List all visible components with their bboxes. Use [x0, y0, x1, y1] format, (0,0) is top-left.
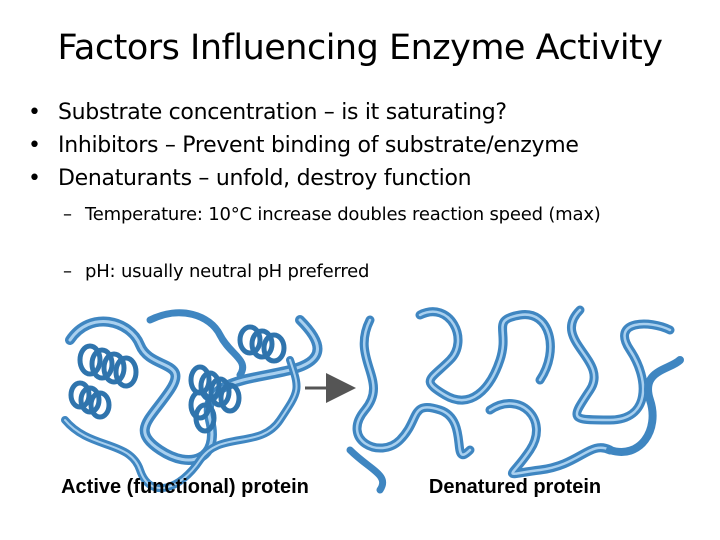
- sub-bullet-text: pH: usually neutral pH preferred: [85, 261, 370, 282]
- slide-title: Factors Influencing Enzyme Activity: [57, 28, 663, 68]
- sub-bullet-list: [63, 261, 663, 283]
- bullet-item: [28, 129, 708, 162]
- bullet-text: Substrate concentration – is it saturating?: [58, 100, 507, 125]
- sub-bullet-text: Temperature: 10°C increase doubles reaction speed (max): [85, 204, 601, 225]
- unfolded-protein-ribbon: [350, 310, 680, 490]
- active-protein-caption: Active (functional) protein: [61, 476, 309, 498]
- sub-bullet-item: [63, 261, 663, 283]
- bullet-dot: •: [28, 100, 41, 125]
- bullet-text: Denaturants – unfold, destroy function: [58, 166, 472, 191]
- sub-bullet-dash: –: [63, 261, 72, 282]
- folded-protein-ribbon: [65, 313, 318, 488]
- bullet-item: [28, 96, 708, 129]
- bullet-text: Inhibitors – Prevent binding of substrate/enzyme: [58, 133, 579, 158]
- bullet-dot: •: [28, 133, 41, 158]
- bullet-item: [28, 162, 708, 195]
- sub-bullet-dash: –: [63, 204, 72, 225]
- bullet-dot: •: [28, 166, 41, 191]
- denatured-protein-caption: Denatured protein: [428, 476, 602, 498]
- sub-bullet-item: [63, 204, 645, 226]
- sub-bullet-list: [63, 204, 663, 226]
- bullet-list: [28, 96, 708, 195]
